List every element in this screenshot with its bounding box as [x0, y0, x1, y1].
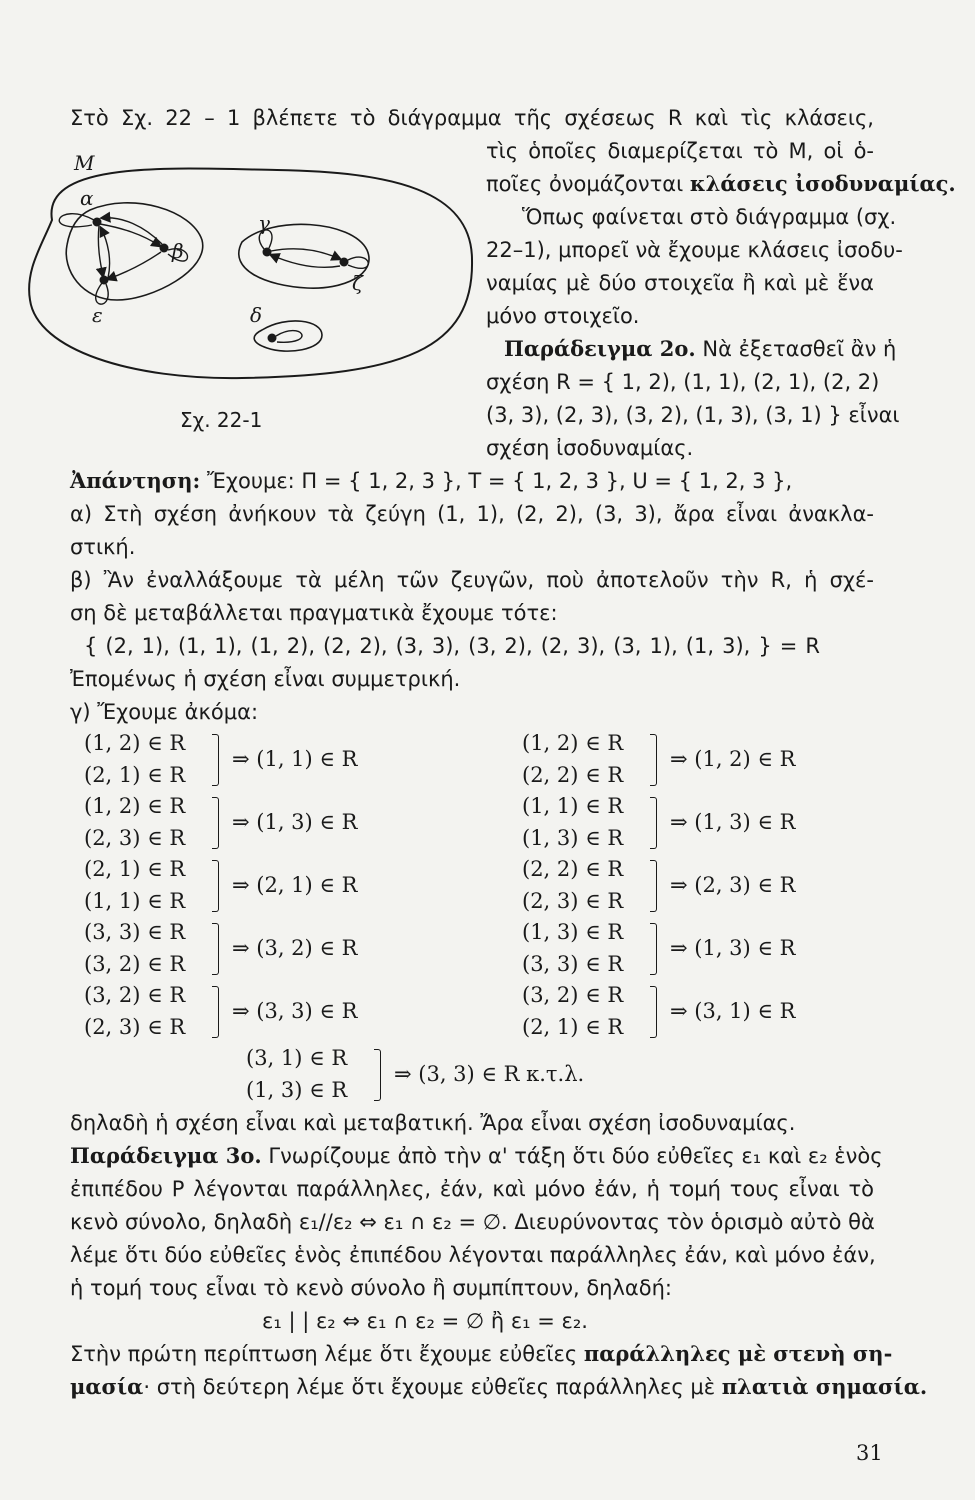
intro-line-1: Στὸ Σχ. 22 – 1 βλέπετε τὸ διάγραμμα τῆς σχέσεως R καὶ τὶς κλάσεις,	[70, 106, 874, 130]
example3-formula: ε₁ | | ε₂ ⇔ ε₁ ∩ ε₂ = ∅ ἢ ε₁ = ε₂.	[262, 1309, 588, 1333]
answer-b-line-2: ση δὲ μεταβάλλεται πραγματικὰ ἔχουμε τότε:	[70, 601, 558, 625]
figure-caption: Σχ. 22-1	[180, 408, 263, 432]
example2-line-4: σχέση ἰσοδυναμίας.	[486, 436, 694, 460]
label-beta: β	[172, 239, 184, 263]
answer-b-line-4: Ἐπομένως ἡ σχέση εἶναι συμμετρική.	[70, 667, 461, 691]
answer-title: Ἀπάντηση:	[70, 468, 201, 493]
premise: (3, 2) ∈ R	[84, 952, 186, 976]
example2-title: Παράδειγμα 2ο.	[504, 336, 696, 361]
premise: (1, 1) ∈ R	[522, 794, 624, 818]
premise: (2, 3) ∈ R	[84, 1015, 186, 1039]
narrow-sense-term-end: μασία	[70, 1374, 144, 1399]
intro-line-6: ναμίας μὲ δύο στοιχεῖα ἢ καὶ μὲ ἕνα	[486, 271, 874, 295]
premise: (2, 1) ∈ R	[84, 763, 186, 787]
label-zeta: ζ	[352, 271, 363, 295]
example3-title: Παράδειγμα 3ο.	[70, 1143, 262, 1168]
example3-line-7: μασία· στὴ δεύτερη λέμε ὅτι ἔχουμε εὐθεῖες παράλληλες μὲ πλατιὰ σημασία.	[70, 1374, 928, 1399]
premise: (1, 3) ∈ R	[522, 826, 624, 850]
class-delta	[254, 321, 322, 351]
example3-line-4: λέμε ὅτι δύο εὐθεῖες ἑνὸς ἐπιπέδου λέγονται παράλληλες ἐάν, καὶ μόνο ἐάν,	[70, 1243, 876, 1267]
intro-line-3: ποῖες ὀνομάζονται κλάσεις ἰσοδυναμίας.	[486, 171, 956, 196]
example3-line-5: ἡ τομή τους εἶναι τὸ κενὸ σύνολο ἢ συμπίπτουν, δηλαδή:	[70, 1276, 672, 1300]
answer-a-line-1: α) Στὴ σχέση ἀνήκουν τὰ ζεύγη (1, 1), (2, 2), (3, 3), ἄρα εἶναι ἀνακλα-	[70, 502, 874, 526]
example3-line-2: ἐπιπέδου Ρ λέγονται παράλληλες, ἐάν, καὶ μόνο ἐάν, ἡ τομή τους εἶναι τὸ	[70, 1177, 874, 1201]
example3-line-3: κενὸ σύνολο, δηλαδὴ ε₁//ε₂ ⇔ ε₁ ∩ ε₂ = ∅. Διευρύνοντας τὸν ὁρισμὸ αὐτὸ θὰ	[70, 1210, 875, 1234]
premise: (3, 1) ∈ R	[246, 1046, 348, 1070]
example2-line-3: (3, 3), (2, 3), (3, 2), (1, 3), (3, 1) } εἶναι	[486, 403, 900, 427]
intro-line-2: τὶς ὁποῖες διαμερίζεται τὸ Μ, οἱ ὁ-	[486, 139, 874, 163]
label-delta: δ	[250, 303, 263, 327]
premise: (2, 2) ∈ R	[522, 857, 624, 881]
conclusion: ⇒ (3, 2) ∈ R	[232, 936, 358, 960]
label-alpha: α	[80, 186, 94, 210]
premise: (1, 1) ∈ R	[84, 889, 186, 913]
set-label-M: Μ	[74, 151, 95, 175]
conclusion: ⇒ (3, 1) ∈ R	[670, 999, 796, 1023]
conclusion: ⇒ (1, 2) ∈ R	[670, 747, 796, 771]
premise: (2, 2) ∈ R	[522, 763, 624, 787]
example3-line-1: Παράδειγμα 3ο. Γνωρίζουμε ἀπὸ τὴν α' τάξη ὅτι δύο εὐθεῖες ε₁ καὶ ε₂ ἑνὸς	[70, 1143, 883, 1168]
conclusion: ⇒ (1, 3) ∈ R	[670, 936, 796, 960]
answer-b-set: { (2, 1), (1, 1), (1, 2), (2, 2), (3, 3), (3, 2), (2, 3), (3, 1), (1, 3), } = R	[84, 634, 820, 658]
answer-a-line-2: στική.	[70, 535, 136, 559]
premise: (1, 3) ∈ R	[522, 920, 624, 944]
conclusion: ⇒ (2, 3) ∈ R	[670, 873, 796, 897]
intro-line-5: 22–1), μπορεῖ νὰ ἔχουμε κλάσεις ἰσοδυ-	[486, 238, 903, 262]
premise: (2, 3) ∈ R	[84, 826, 186, 850]
premise: (1, 2) ∈ R	[84, 794, 186, 818]
intro-line-7: μόνο στοιχεῖο.	[486, 304, 640, 328]
premise: (1, 2) ∈ R	[522, 731, 624, 755]
example2-line-1: Παράδειγμα 2ο. Νὰ ἐξετασθεῖ ἂν ἡ	[504, 336, 897, 361]
example3-line-6: Στὴν πρώτη περίπτωση λέμε ὅτι ἔχουμε εὐθεῖες παράλληλες μὲ στενὴ ση-	[70, 1341, 893, 1366]
answer-c-line-1: γ) Ἔχουμε ἀκόμα:	[70, 700, 259, 724]
conclusion: ⇒ (3, 3) ∈ R κ.τ.λ.	[394, 1062, 585, 1086]
premise: (1, 3) ∈ R	[246, 1078, 348, 1102]
example2-line-2: σχέση R = { 1, 2), (1, 1), (2, 1), (2, 2)	[486, 370, 880, 394]
premise: (3, 2) ∈ R	[522, 983, 624, 1007]
premise: (3, 3) ∈ R	[522, 952, 624, 976]
label-epsilon: ε	[92, 303, 103, 327]
premise: (3, 3) ∈ R	[84, 920, 186, 944]
conclusion: ⇒ (1, 3) ∈ R	[232, 810, 358, 834]
conclusion: ⇒ (1, 3) ∈ R	[670, 810, 796, 834]
equivalence-classes-term: κλάσεις ἰσοδυναμίας.	[689, 171, 956, 196]
wide-sense-term: πλατιὰ σημασία.	[721, 1374, 928, 1399]
conclusion: ⇒ (2, 1) ∈ R	[232, 873, 358, 897]
conclusion: ⇒ (1, 1) ∈ R	[232, 747, 358, 771]
premise: (3, 2) ∈ R	[84, 983, 186, 1007]
premise: (2, 1) ∈ R	[84, 857, 186, 881]
premise: (2, 1) ∈ R	[522, 1015, 624, 1039]
premise: (2, 3) ∈ R	[522, 889, 624, 913]
intro-line-4: Ὅπως φαίνεται στὸ διάγραμμα (σχ.	[522, 205, 897, 229]
relation-diagram	[22, 150, 482, 450]
conclusion: ⇒ (3, 3) ∈ R	[232, 999, 358, 1023]
page-number: 31	[856, 1441, 883, 1465]
answer-b-line-1: β) Ἂν ἐναλλάξουμε τὰ μέλη τῶν ζευγῶν, ποὺ ἀποτελοῦν τὴν R, ἡ σχέ-	[70, 568, 874, 592]
label-gamma: γ	[258, 211, 270, 235]
premise: (1, 2) ∈ R	[84, 731, 186, 755]
conclusion-line: δηλαδὴ ἡ σχέση εἶναι καὶ μεταβατική. Ἄρα εἶναι σχέση ἰσοδυναμίας.	[70, 1111, 796, 1135]
narrow-sense-term: παράλληλες μὲ στενὴ ση-	[583, 1341, 893, 1366]
answer-line-1: Ἀπάντηση: Ἔχουμε: Π = { 1, 2, 3 }, Τ = { 1, 2, 3 }, U = { 1, 2, 3 },	[70, 468, 793, 493]
